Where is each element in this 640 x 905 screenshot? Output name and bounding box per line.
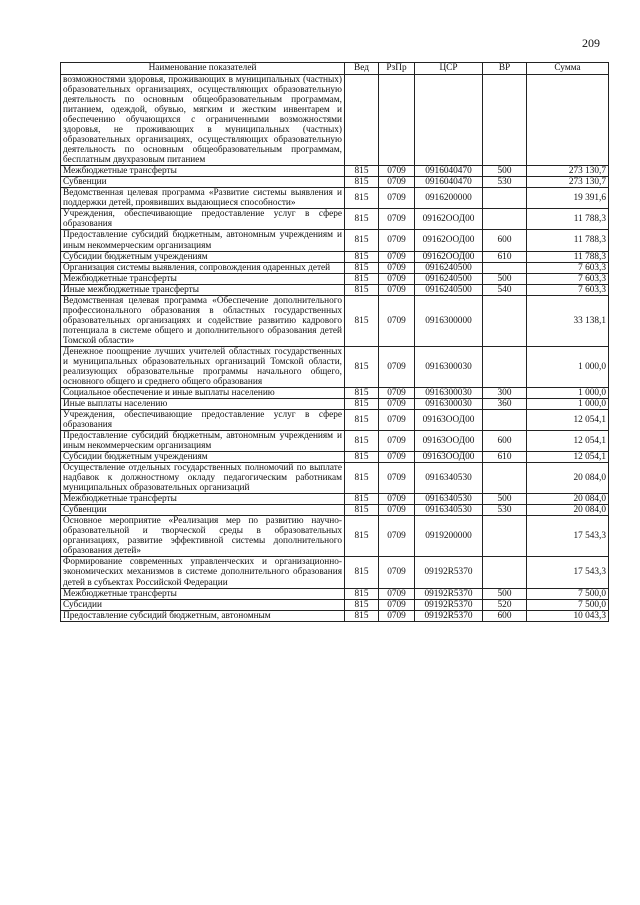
row-vr [483,557,527,588]
row-name: Денежное поощрение лучших учителей областных государственных и муниципальных образовательных организаций Томской области, реализующих образовательные программы начального общего, основного общего и среднего общего образования [61,346,345,387]
row-name: Основное мероприятие «Реализация мер по развитию научно-образовательной и творческой среды в образовательных организациях, развитие эффективной системы дополнительного образования детей» [61,516,345,557]
row-rzpr: 0709 [379,599,415,610]
header-name: Наименование показателей [61,63,345,75]
row-vr [483,262,527,273]
table-row [61,262,609,273]
row-vr [483,188,527,209]
row-vr: 300 [483,387,527,398]
row-ved: 815 [345,262,379,273]
row-vr: 520 [483,599,527,610]
row-csr: 09192R5370 [415,557,483,588]
row-ved: 815 [345,398,379,409]
row-name: Межбюджетные трансферты [61,588,345,599]
row-sum: 11 788,3 [527,251,609,262]
table-row [61,463,609,494]
row-sum: 7 603,3 [527,273,609,284]
table-row [61,494,609,505]
row-sum: 20 084,0 [527,463,609,494]
row-csr: 09162ООД00 [415,230,483,251]
row-sum: 20 084,0 [527,494,609,505]
row-csr: 0916300000 [415,295,483,346]
table-row [61,273,609,284]
row-vr [483,209,527,230]
row-sum: 12 054,1 [527,410,609,431]
row-sum: 33 138,1 [527,295,609,346]
row-vr: 500 [483,273,527,284]
row-ved: 815 [345,346,379,387]
row-vr [483,346,527,387]
row-csr: 0916240500 [415,273,483,284]
row-rzpr: 0709 [379,431,415,452]
row-csr: 09192R5370 [415,588,483,599]
row-sum: 19 391,6 [527,188,609,209]
row-csr: 0916240500 [415,284,483,295]
row-sum: 7 603,3 [527,284,609,295]
budget-table [60,62,609,622]
row-csr: 0916300030 [415,398,483,409]
row-vr [483,295,527,346]
row-csr: 09163ООД00 [415,452,483,463]
row-csr: 0919200000 [415,516,483,557]
row-csr: 0916200000 [415,188,483,209]
row-vr [483,75,527,166]
row-rzpr: 0709 [379,398,415,409]
table-row [61,251,609,262]
header-csr: ЦСР [415,63,483,75]
row-name: Иные выплаты населению [61,398,345,409]
row-vr: 540 [483,284,527,295]
row-name: Субвенции [61,505,345,516]
row-rzpr: 0709 [379,209,415,230]
row-name: Субсидии бюджетным учреждениям [61,452,345,463]
table-row [61,398,609,409]
row-name: Ведомственная целевая программа «Развитие системы выявления и поддержки детей, проявивших выдающиеся способности» [61,188,345,209]
row-ved: 815 [345,588,379,599]
row-ved: 815 [345,557,379,588]
table-row [61,166,609,177]
row-ved: 815 [345,431,379,452]
table-row [61,410,609,431]
row-csr [415,75,483,166]
row-sum: 12 054,1 [527,452,609,463]
row-name: Иные межбюджетные трансферты [61,284,345,295]
row-rzpr: 0709 [379,166,415,177]
row-rzpr: 0709 [379,452,415,463]
row-ved [345,75,379,166]
row-csr: 0916040470 [415,177,483,188]
row-vr: 530 [483,505,527,516]
row-sum: 7 603,3 [527,262,609,273]
row-sum: 1 000,0 [527,387,609,398]
row-rzpr: 0709 [379,273,415,284]
table-header-row [61,63,609,75]
row-ved: 815 [345,516,379,557]
table-row [61,295,609,346]
row-vr: 600 [483,431,527,452]
row-csr: 09163ООД00 [415,410,483,431]
table-row [61,177,609,188]
row-csr: 0916300030 [415,387,483,398]
row-rzpr: 0709 [379,410,415,431]
row-vr: 600 [483,230,527,251]
row-vr: 610 [483,452,527,463]
table-body [61,75,609,622]
row-ved: 815 [345,610,379,621]
row-sum: 17 543,3 [527,557,609,588]
row-ved: 815 [345,295,379,346]
row-name: Субвенции [61,177,345,188]
row-name: Предоставление субсидий бюджетным, автономным [61,610,345,621]
table-row [61,188,609,209]
row-sum: 12 054,1 [527,431,609,452]
row-rzpr: 0709 [379,284,415,295]
row-name: Социальное обеспечение и иные выплаты населению [61,387,345,398]
row-sum: 20 084,0 [527,505,609,516]
table-row [61,599,609,610]
row-name: возможностями здоровья, проживающих в муниципальных (частных) образовательных организациях, осуществляющих образовательную деятельность по основным общеобразовательным программам, питанием, одеждой, обувью, мягким и жестким инвентарем и обеспечению обучающихся с ограниченными возможностями здоровья, не проживающих в муниципальных (частных) образовательных организациях, осуществляющих образовательную деятельность по основным общеобразовательным программам, бесплатным двухразовым питанием [61,75,345,166]
header-sum: Сумма [527,63,609,75]
row-ved: 815 [345,166,379,177]
row-sum: 11 788,3 [527,230,609,251]
row-name: Субсидии бюджетным учреждениям [61,251,345,262]
row-sum: 273 130,7 [527,177,609,188]
row-ved: 815 [345,463,379,494]
row-rzpr: 0709 [379,387,415,398]
row-vr: 530 [483,177,527,188]
row-sum: 10 043,3 [527,610,609,621]
table-row [61,75,609,166]
row-rzpr: 0709 [379,557,415,588]
row-sum: 1 000,0 [527,398,609,409]
row-csr: 0916240500 [415,262,483,273]
row-rzpr: 0709 [379,588,415,599]
row-name: Предоставление субсидий бюджетным, автономным учреждениям и иным некоммерческим организациям [61,230,345,251]
row-rzpr: 0709 [379,505,415,516]
row-ved: 815 [345,599,379,610]
row-csr: 0916340530 [415,505,483,516]
row-name: Ведомственная целевая программа «Обеспечение дополнительного профессионального образования в областных государственных образовательных организациях и содействие развитию кадрового потенциала в системе общего и дополнительного образования детей Томской области» [61,295,345,346]
row-rzpr: 0709 [379,494,415,505]
row-vr: 500 [483,588,527,599]
row-rzpr: 0709 [379,188,415,209]
row-vr: 500 [483,166,527,177]
row-ved: 815 [345,230,379,251]
row-name: Осуществление отдельных государственных полномочий по выплате надбавок к должностному окладу педагогическим работникам муниципальных образовательных организаций [61,463,345,494]
row-csr: 09162ООД00 [415,209,483,230]
row-vr [483,463,527,494]
row-vr [483,410,527,431]
row-ved: 815 [345,177,379,188]
table-row [61,610,609,621]
table-row [61,387,609,398]
row-rzpr: 0709 [379,610,415,621]
row-name: Межбюджетные трансферты [61,273,345,284]
row-csr: 0916300030 [415,346,483,387]
table-row [61,209,609,230]
row-name: Учреждения, обеспечивающие предоставление услуг в сфере образования [61,209,345,230]
row-name: Субсидии [61,599,345,610]
row-rzpr: 0709 [379,516,415,557]
row-ved: 815 [345,494,379,505]
header-ved: Вед [345,63,379,75]
row-csr: 09163ООД00 [415,431,483,452]
table-row [61,516,609,557]
row-csr: 09162ООД00 [415,251,483,262]
table-row [61,284,609,295]
header-rzpr: РзПр [379,63,415,75]
row-name: Предоставление субсидий бюджетным, автономным учреждениям и иным некоммерческим организациям [61,431,345,452]
row-sum: 11 788,3 [527,209,609,230]
row-vr: 600 [483,610,527,621]
row-sum [527,75,609,166]
row-name: Организация системы выявления, сопровождения одаренных детей [61,262,345,273]
row-rzpr: 0709 [379,230,415,251]
table-row [61,230,609,251]
table-row [61,431,609,452]
row-vr: 610 [483,251,527,262]
row-sum: 1 000,0 [527,346,609,387]
table-row [61,346,609,387]
row-ved: 815 [345,505,379,516]
row-sum: 17 543,3 [527,516,609,557]
row-vr: 500 [483,494,527,505]
row-ved: 815 [345,273,379,284]
row-name: Формирование современных управленческих и организационно-экономических механизмов в системе дополнительного образования детей в субъектах Российской Федерации [61,557,345,588]
row-name: Учреждения, обеспечивающие предоставление услуг в сфере образования [61,410,345,431]
row-csr: 0916340530 [415,463,483,494]
row-csr: 09192R5370 [415,610,483,621]
table-row [61,588,609,599]
row-name: Межбюджетные трансферты [61,494,345,505]
row-name: Межбюджетные трансферты [61,166,345,177]
row-sum: 273 130,7 [527,166,609,177]
header-vr: ВР [483,63,527,75]
row-ved: 815 [345,209,379,230]
row-csr: 09192R5370 [415,599,483,610]
row-csr: 0916040470 [415,166,483,177]
row-rzpr: 0709 [379,177,415,188]
row-csr: 0916340530 [415,494,483,505]
row-ved: 815 [345,452,379,463]
row-sum: 7 500,0 [527,588,609,599]
row-rzpr: 0709 [379,346,415,387]
row-rzpr: 0709 [379,295,415,346]
row-ved: 815 [345,387,379,398]
row-rzpr: 0709 [379,463,415,494]
row-rzpr: 0709 [379,262,415,273]
table-row [61,557,609,588]
row-vr [483,516,527,557]
row-ved: 815 [345,284,379,295]
row-ved: 815 [345,188,379,209]
table-row [61,452,609,463]
row-sum: 7 500,0 [527,599,609,610]
row-ved: 815 [345,410,379,431]
table-row [61,505,609,516]
row-ved: 815 [345,251,379,262]
page-number: 209 [582,36,600,50]
row-vr: 360 [483,398,527,409]
row-rzpr [379,75,415,166]
row-rzpr: 0709 [379,251,415,262]
